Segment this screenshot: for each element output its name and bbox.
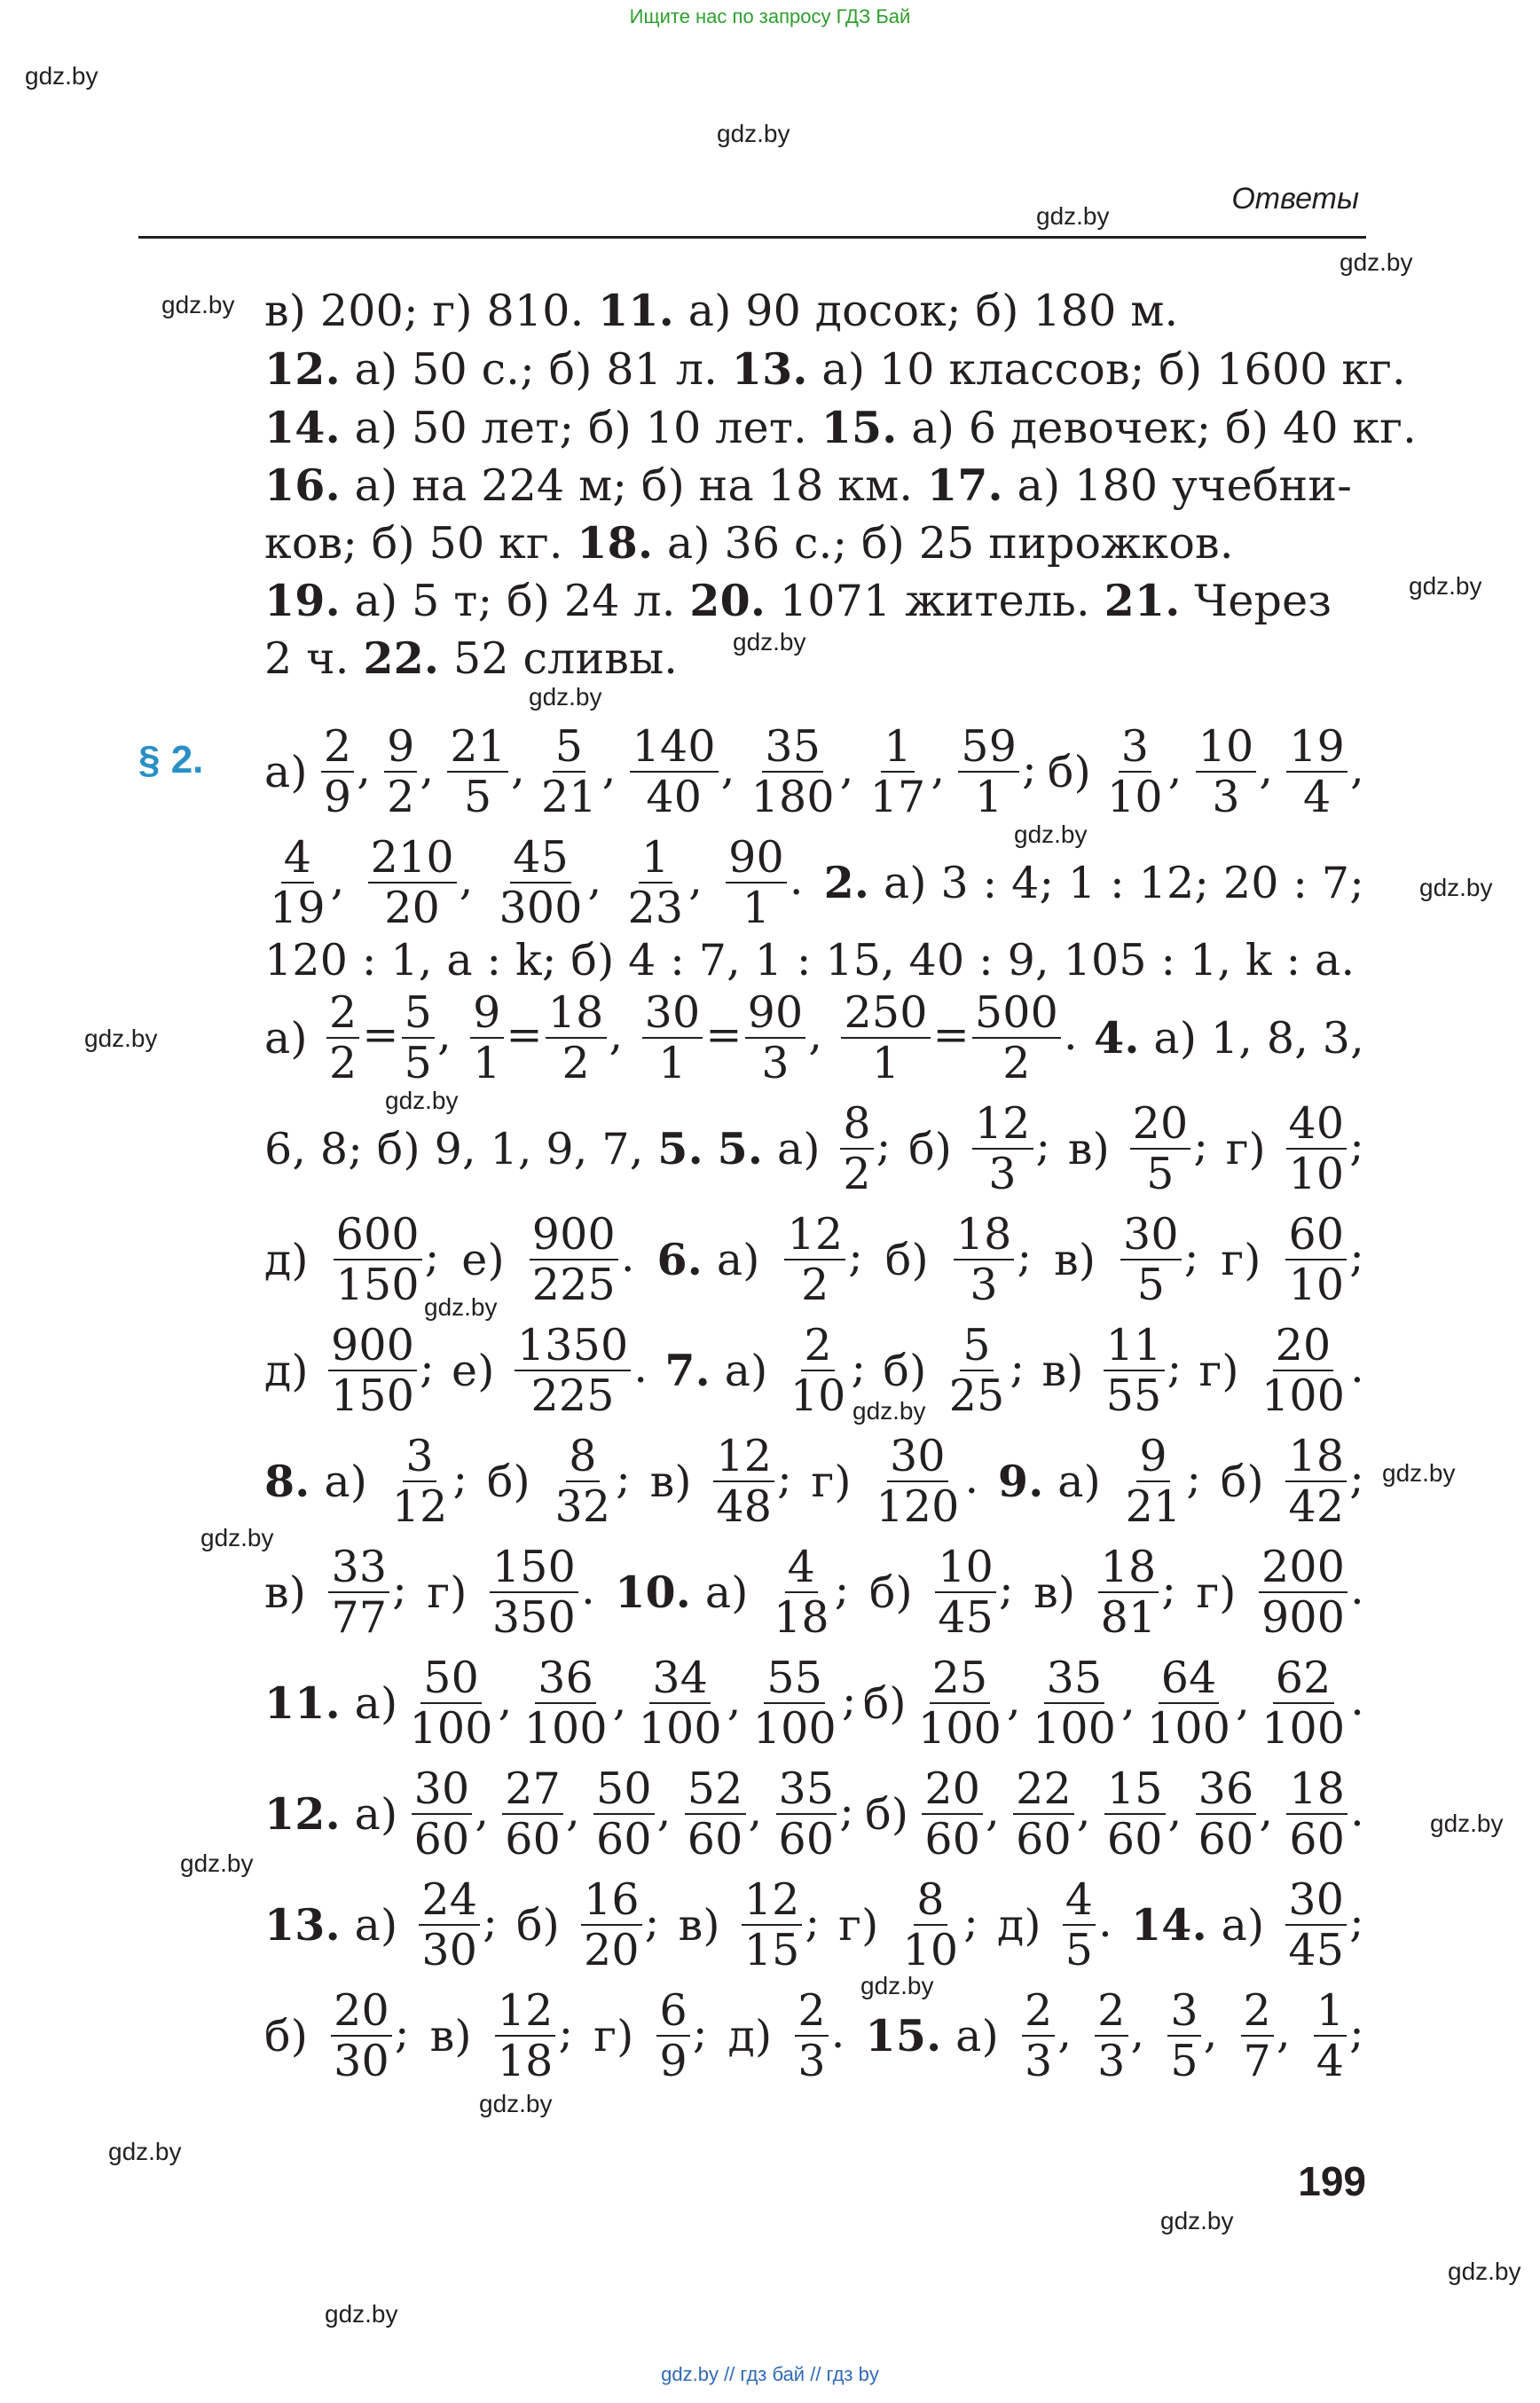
fraction: $\frac{64}{100}$	[1147, 1652, 1231, 1754]
watermark: gdz.by	[1430, 1810, 1504, 1837]
fraction: $\frac{8}{2}$	[840, 1101, 873, 1198]
fraction: $\frac{250}{1}$	[841, 990, 930, 1087]
watermark: gdz.by	[25, 62, 98, 90]
fraction: $\frac{4}{18}$	[773, 1541, 829, 1643]
fraction: $\frac{12}{18}$	[495, 1988, 556, 2085]
fraction: $\frac{55}{100}$	[752, 1652, 837, 1754]
watermark: gdz.by	[852, 1397, 926, 1425]
fraction: $\frac{2}{10}$	[790, 1319, 846, 1421]
fraction: $\frac{15}{60}$	[1104, 1766, 1166, 1863]
fraction: $\frac{11}{55}$	[1104, 1323, 1165, 1419]
page-number: 199	[1298, 2158, 1366, 2204]
fraction: $\frac{500}{2}$	[972, 990, 1061, 1087]
fraction: $\frac{900}{225}$	[530, 1212, 618, 1308]
watermark: gdz.by	[717, 120, 790, 147]
text-line: 19. а) 5 т; б) 24 л. 20. 1071 житель. 21. Через	[264, 575, 1332, 626]
answer-line: 11. а) $\frac{50}{100}$ , $\frac{36}{100}$ , $\frac{34}{100}$ , $\frac{55}{100}$ ; б) $\frac{25}{100}$ , $\frac{35}{100}$ , $\frac{64}{100}$ , $\frac{62}{100}$ .	[264, 1652, 1364, 1754]
watermark: gdz.by	[200, 1524, 274, 1551]
watermark: gdz.by	[424, 1293, 498, 1321]
fraction: $\frac{36}{60}$	[1196, 1766, 1257, 1863]
fraction: $\frac{1}{23}$	[627, 831, 684, 933]
fraction: $\frac{3}{12}$	[391, 1430, 448, 1532]
watermark: gdz.by	[1409, 572, 1482, 600]
fraction: $\frac{140}{40}$	[630, 724, 719, 821]
watermark: gdz.by	[479, 2090, 553, 2117]
fraction: $\frac{35}{100}$	[1032, 1652, 1117, 1754]
answer-line: а) $\frac{2}{2}$ = $\frac{5}{5}$ , $\frac{9}{1}$ = $\frac{18}{2}$ , $\frac{30}{1}$ = $\frac{90}{3}$ , $\frac{250}{1}$ = $\frac{500}{2}$ . 4. а) 1, 8, 3,	[264, 986, 1364, 1088]
fraction: $\frac{18}{3}$	[954, 1212, 1015, 1308]
fraction: $\frac{16}{20}$	[581, 1877, 642, 1974]
watermark: gdz.by	[108, 2138, 182, 2165]
fraction: $\frac{35}{180}$	[750, 720, 835, 822]
fraction: $\frac{5}{21}$	[541, 720, 597, 822]
fraction: $\frac{4}{5}$	[1063, 1877, 1096, 1974]
watermark: gdz.by	[529, 683, 602, 711]
fraction: $\frac{1}{17}$	[869, 720, 926, 822]
fraction: $\frac{9}{2}$	[384, 724, 417, 821]
fraction: $\frac{30}{1}$	[642, 990, 703, 1087]
answer-line: в) $\frac{33}{77}$ ; г) $\frac{150}{350}$ . 10. а) $\frac{4}{18}$ ; б) $\frac{10}{45}$ ; в) $\frac{18}{81}$ ; г) $\frac{200}{900}$ .	[264, 1541, 1364, 1643]
watermark: gdz.by	[161, 291, 235, 318]
fraction: $\frac{62}{100}$	[1261, 1652, 1346, 1754]
fraction: $\frac{30}{5}$	[1120, 1212, 1182, 1308]
watermark: gdz.by	[180, 1849, 254, 1877]
fraction: $\frac{25}{100}$	[917, 1652, 1002, 1754]
fraction: $\frac{30}{120}$	[876, 1430, 960, 1532]
watermark: gdz.by	[1014, 821, 1088, 848]
fraction: $\frac{20}{100}$	[1261, 1319, 1346, 1421]
fraction: $\frac{1350}{225}$	[515, 1323, 632, 1419]
answer-line: 12. а) $\frac{30}{60}$ , $\frac{27}{60}$ , $\frac{50}{60}$ , $\frac{52}{60}$ , $\frac{35}{60}$ ; б) $\frac{20}{60}$ , $\frac{22}{60}$ , $\frac{15}{60}$ , $\frac{36}{60}$ , $\frac{18}{60}$ .	[264, 1763, 1364, 1865]
watermark: gdz.by	[733, 628, 806, 656]
fraction: $\frac{30}{45}$	[1285, 1877, 1347, 1974]
watermark: gdz.by	[385, 1087, 459, 1114]
watermark: gdz.by	[1382, 1459, 1456, 1487]
fraction: $\frac{2}{7}$	[1241, 1988, 1274, 2085]
fraction: $\frac{3}{10}$	[1107, 720, 1163, 822]
text-line: 12. а) 50 с.; б) 81 л. 13. а) 10 классов; б) 1600 кг.	[264, 343, 1406, 395]
fraction: $\frac{9}{21}$	[1125, 1430, 1182, 1532]
header-rule	[138, 236, 1366, 239]
fraction: $\frac{2}{3}$	[1022, 1988, 1055, 2085]
fraction: $\frac{33}{77}$	[328, 1544, 389, 1641]
fraction: $\frac{40}{10}$	[1286, 1101, 1348, 1198]
fraction: $\frac{19}{4}$	[1286, 724, 1348, 821]
fraction: $\frac{18}{81}$	[1098, 1544, 1159, 1641]
fraction: $\frac{8}{32}$	[554, 1430, 611, 1532]
fraction: $\frac{900}{150}$	[328, 1323, 417, 1419]
fraction: $\frac{5}{5}$	[402, 990, 435, 1087]
fraction: $\frac{2}{2}$	[326, 990, 359, 1087]
watermark: gdz.by	[84, 1025, 158, 1052]
fraction: $\frac{3}{5}$	[1167, 1988, 1200, 2085]
fraction: $\frac{30}{60}$	[412, 1766, 473, 1863]
fraction: $\frac{50}{60}$	[593, 1766, 655, 1863]
fraction: $\frac{50}{100}$	[409, 1652, 493, 1754]
answer-line: а) $\frac{2}{9}$ , $\frac{9}{2}$ , $\frac{21}{5}$ , $\frac{5}{21}$ , $\frac{140}{40}$ , $\frac{35}{180}$ , $\frac{1}{17}$ , $\frac{59}{1}$ ; б) $\frac{3}{10}$ , $\frac{10}{3}$ , $\frac{19}{4}$ ,	[264, 720, 1364, 822]
answer-line: д) $\frac{600}{150}$ ; е) $\frac{900}{225}$ . 6. а) $\frac{12}{2}$ ; б) $\frac{18}{3}$ ; в) $\frac{30}{5}$ ; г) $\frac{60}{10}$ ;	[264, 1208, 1364, 1310]
watermark: gdz.by	[1036, 202, 1110, 230]
answer-line: $\frac{4}{19}$ , $\frac{210}{20}$ , $\frac{45}{300}$ , $\frac{1}{23}$ , $\frac{90}{1}$ . 2. а) 3 : 4; 1 : 12; 20 : 7;	[264, 829, 1364, 936]
fraction: $\frac{12}{3}$	[972, 1101, 1033, 1198]
watermark: gdz.by	[1160, 2207, 1234, 2234]
text-line: 16. а) на 224 м; б) на 18 км. 17. а) 180 учебни-	[264, 459, 1352, 511]
fraction: $\frac{36}{100}$	[523, 1652, 608, 1754]
fraction: $\frac{45}{300}$	[499, 831, 583, 933]
fraction: $\frac{10}{45}$	[935, 1544, 996, 1641]
fraction: $\frac{2}{9}$	[321, 724, 354, 821]
fraction: $\frac{21}{5}$	[447, 724, 508, 821]
fraction: $\frac{5}{25}$	[948, 1319, 1005, 1421]
fraction: $\frac{600}{150}$	[334, 1212, 422, 1308]
fraction: $\frac{12}{15}$	[742, 1877, 803, 1974]
fraction: $\frac{8}{10}$	[902, 1873, 959, 1975]
fraction: $\frac{20}{60}$	[922, 1766, 983, 1863]
fraction: $\frac{34}{100}$	[638, 1652, 722, 1754]
text-line: в) 200; г) 810. 11. а) 90 досок; б) 180 м.	[264, 285, 1179, 336]
fraction: $\frac{9}{1}$	[470, 990, 503, 1087]
fraction: $\frac{20}{5}$	[1130, 1101, 1191, 1198]
fraction: $\frac{22}{60}$	[1013, 1766, 1074, 1863]
fraction: $\frac{20}{30}$	[331, 1988, 392, 2085]
answer-line: 6, 8; б) 9, 1, 9, 7, 5. 5. а) $\frac{8}{2}$ ; б) $\frac{12}{3}$ ; в) $\frac{20}{5}$ ; г) $\frac{40}{10}$ ;	[264, 1097, 1364, 1199]
fraction: $\frac{150}{350}$	[490, 1544, 578, 1641]
answer-line: д) $\frac{900}{150}$ ; е) $\frac{1350}{225}$ . 7. а) $\frac{2}{10}$ ; б) $\frac{5}{25}$ ; в) $\frac{11}{55}$ ; г) $\frac{20}{100}$ .	[264, 1319, 1364, 1421]
fraction: $\frac{2}{3}$	[1095, 1988, 1128, 2085]
fraction: $\frac{24}{30}$	[419, 1877, 480, 1974]
running-head: Ответы	[1231, 182, 1359, 216]
fraction: $\frac{12}{2}$	[784, 1212, 845, 1308]
fraction: $\frac{52}{60}$	[685, 1766, 746, 1863]
fraction: $\frac{4}{19}$	[270, 831, 326, 933]
answer-line: б) $\frac{20}{30}$ ; в) $\frac{12}{18}$ ; г) $\frac{6}{9}$ ; д) $\frac{2}{3}$ . 15. а) $\frac{2}{3}$ , $\frac{2}{3}$ , $\frac{3}{5}$ , $\frac{2}{7}$ , $\frac{1}{4}$ ;	[264, 1984, 1364, 2086]
answer-line: 120 : 1, a : k; б) 4 : 7, 1 : 15, 40 : 9, 105 : 1, k : a.	[264, 934, 1355, 986]
answer-line: 8. а) $\frac{3}{12}$ ; б) $\frac{8}{32}$ ; в) $\frac{12}{48}$ ; г) $\frac{30}{120}$ . 9. а) $\frac{9}{21}$ ; б) $\frac{18}{42}$ ;	[264, 1430, 1364, 1532]
text-line: ков; б) 50 кг. 18. а) 36 с.; б) 25 пирожков.	[264, 517, 1234, 569]
watermark: gdz.by	[1419, 874, 1493, 901]
fraction: $\frac{27}{60}$	[502, 1766, 563, 1863]
fraction: $\frac{18}{42}$	[1285, 1433, 1347, 1530]
footer-links[interactable]: gdz.by // гдз бай // гдз by	[661, 2363, 879, 2385]
fraction: $\frac{59}{1}$	[958, 724, 1019, 821]
watermark: gdz.by	[1340, 248, 1413, 276]
text-line: 14. а) 50 лет; б) 10 лет. 15. а) 6 девочек; б) 40 кг.	[264, 402, 1417, 453]
fraction: $\frac{90}{1}$	[726, 835, 787, 931]
fraction: $\frac{12}{48}$	[713, 1433, 774, 1530]
fraction: $\frac{210}{20}$	[368, 835, 457, 931]
fraction: $\frac{1}{4}$	[1314, 1988, 1347, 2085]
fraction: $\frac{18}{60}$	[1286, 1766, 1348, 1863]
watermark: gdz.by	[860, 1972, 934, 1999]
fraction: $\frac{60}{10}$	[1285, 1212, 1347, 1308]
section-label: § 2.	[138, 738, 204, 781]
text-line: 2 ч. 22. 52 сливы.	[264, 632, 679, 684]
fraction: $\frac{90}{3}$	[745, 990, 806, 1087]
fraction: $\frac{10}{3}$	[1196, 724, 1257, 821]
answer-line: 13. а) $\frac{24}{30}$ ; б) $\frac{16}{20}$ ; в) $\frac{12}{15}$ ; г) $\frac{8}{10}$ ; д) $\frac{4}{5}$ . 14. а) $\frac{30}{45}$ ;	[264, 1873, 1364, 1975]
watermark: gdz.by	[1448, 2258, 1521, 2285]
watermark: gdz.by	[325, 2300, 398, 2328]
fraction: $\frac{2}{3}$	[795, 1988, 828, 2085]
fraction: $\frac{6}{9}$	[656, 1988, 689, 2085]
fraction: $\frac{35}{60}$	[776, 1766, 837, 1863]
fraction: $\frac{18}{2}$	[546, 990, 607, 1087]
top-banner: Ищите нас по запросу ГДЗ Бай	[629, 5, 911, 27]
fraction: $\frac{200}{900}$	[1259, 1544, 1348, 1641]
